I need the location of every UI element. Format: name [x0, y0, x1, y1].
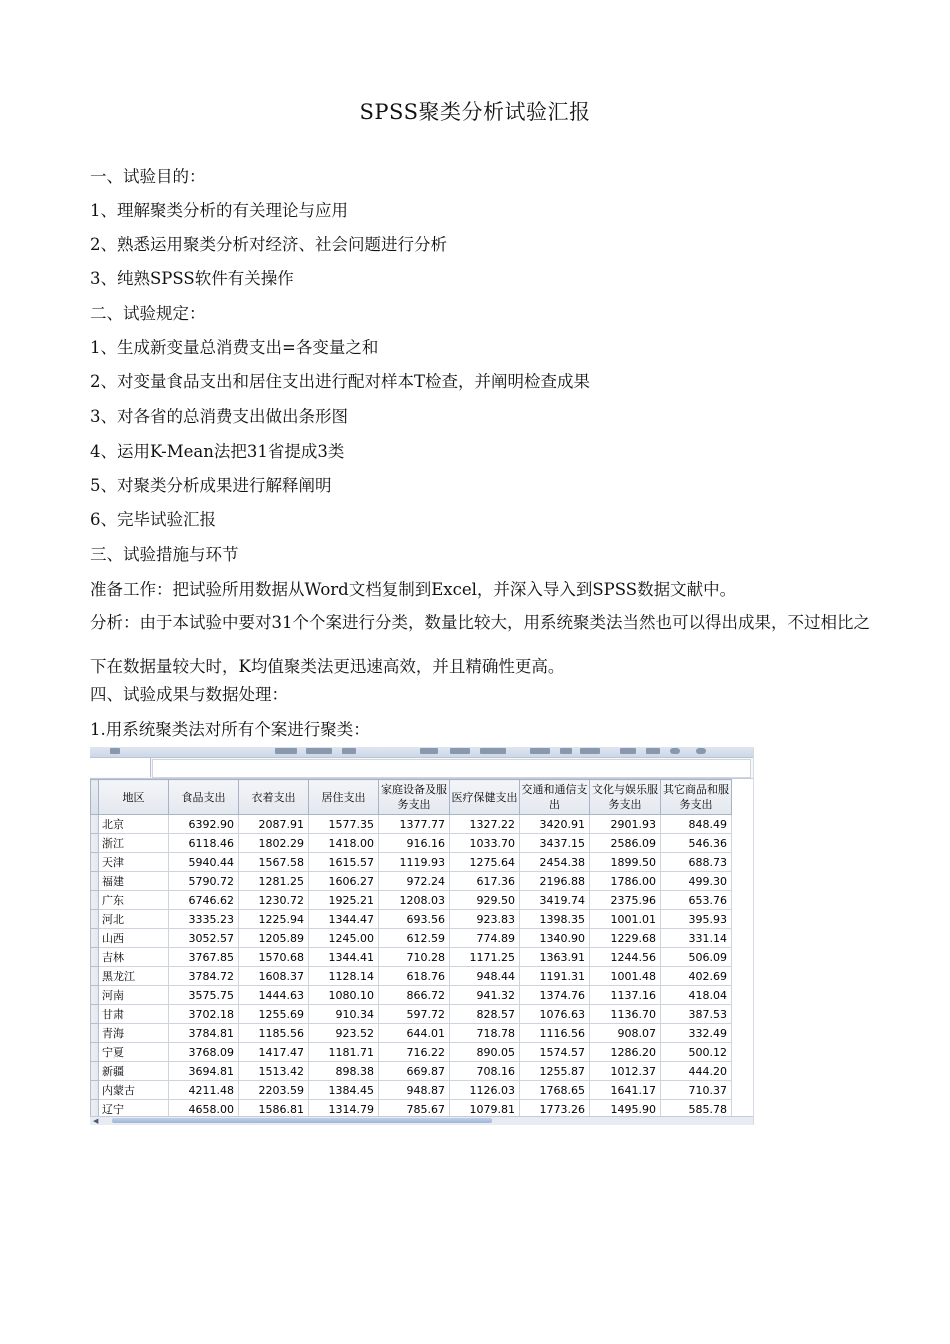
data-cell[interactable]: 948.87 [379, 1081, 450, 1100]
region-cell[interactable]: 内蒙古 [99, 1081, 169, 1100]
region-cell[interactable]: 河北 [99, 910, 169, 929]
data-cell[interactable]: 1340.90 [520, 929, 590, 948]
column-header-clothing[interactable]: 衣着支出 [239, 780, 309, 815]
data-cell[interactable]: 6392.90 [169, 815, 239, 834]
data-cell[interactable]: 972.24 [379, 872, 450, 891]
data-cell[interactable]: 1255.87 [520, 1062, 590, 1081]
data-cell[interactable]: 923.52 [309, 1024, 379, 1043]
cell-value-editor[interactable] [152, 759, 751, 778]
data-cell[interactable]: 1344.41 [309, 948, 379, 967]
table-row [91, 872, 732, 891]
data-cell[interactable]: 3335.23 [169, 910, 239, 929]
section-heading-requirements: 二、试验规定： [90, 304, 206, 323]
data-cell[interactable]: 948.44 [450, 967, 520, 986]
data-cell[interactable]: 1418.00 [309, 834, 379, 853]
horizontal-scroll-thumb[interactable] [112, 1118, 492, 1123]
table-row [91, 1005, 732, 1024]
toolbar-button-icon[interactable] [620, 748, 636, 754]
data-cell[interactable]: 890.05 [450, 1043, 520, 1062]
region-cell[interactable]: 福建 [99, 872, 169, 891]
region-cell[interactable]: 天津 [99, 853, 169, 872]
row-header-cell[interactable] [91, 853, 99, 872]
data-cell[interactable]: 1281.25 [239, 872, 309, 891]
data-cell[interactable]: 923.83 [450, 910, 520, 929]
column-header-region[interactable]: 地区 [99, 780, 169, 815]
data-cell[interactable]: 1641.17 [590, 1081, 661, 1100]
data-cell[interactable]: 4211.48 [169, 1081, 239, 1100]
data-cell[interactable]: 1225.94 [239, 910, 309, 929]
data-cell[interactable]: 941.32 [450, 986, 520, 1005]
toolbar-button-icon[interactable] [560, 748, 572, 754]
requirement-item-2: 2、对变量食品支出和居住支出进行配对样本T检查，并阐明检查成果 [90, 372, 591, 391]
data-cell[interactable]: 929.50 [450, 891, 520, 910]
toolbar-button-icon[interactable] [342, 748, 356, 754]
data-cell[interactable]: 1398.35 [520, 910, 590, 929]
data-cell[interactable]: 1327.22 [450, 815, 520, 834]
data-cell[interactable]: 612.59 [379, 929, 450, 948]
table-row [91, 1081, 732, 1100]
data-cell[interactable]: 693.56 [379, 910, 450, 929]
data-cell[interactable]: 908.07 [590, 1024, 661, 1043]
data-cell[interactable]: 708.16 [450, 1062, 520, 1081]
data-cell[interactable]: 3784.72 [169, 967, 239, 986]
data-cell[interactable]: 1079.81 [450, 1100, 520, 1119]
section-heading-results: 四、试验成果与数据处理： [90, 685, 288, 704]
column-header-food[interactable]: 食品支出 [169, 780, 239, 815]
result-item-1: 1.用系统聚类法对所有个案进行聚类： [90, 720, 370, 739]
purpose-item-1: 1、理解聚类分析的有关理论与应用 [90, 201, 348, 220]
spss-toolbar [90, 747, 753, 758]
data-cell[interactable]: 866.72 [379, 986, 450, 1005]
data-cell[interactable]: 618.76 [379, 967, 450, 986]
data-cell[interactable]: 1137.16 [590, 986, 661, 1005]
data-cell[interactable]: 1208.03 [379, 891, 450, 910]
data-cell[interactable]: 1314.79 [309, 1100, 379, 1119]
region-cell[interactable]: 青海 [99, 1024, 169, 1043]
data-cell[interactable]: 1608.37 [239, 967, 309, 986]
data-cell[interactable]: 6118.46 [169, 834, 239, 853]
data-cell[interactable]: 774.89 [450, 929, 520, 948]
row-header-cell[interactable] [91, 910, 99, 929]
data-cell[interactable]: 916.16 [379, 834, 450, 853]
table-row [91, 948, 732, 967]
toolbar-button-icon[interactable] [480, 748, 506, 754]
table-row [91, 834, 732, 853]
data-cell[interactable]: 1802.29 [239, 834, 309, 853]
row-header-cell[interactable] [91, 1005, 99, 1024]
data-cell[interactable]: 1513.42 [239, 1062, 309, 1081]
data-cell[interactable]: 910.34 [309, 1005, 379, 1024]
table-row [91, 986, 732, 1005]
data-cell[interactable]: 1444.63 [239, 986, 309, 1005]
spss-data-grid [90, 779, 732, 1119]
data-cell[interactable]: 2375.96 [590, 891, 661, 910]
data-cell[interactable]: 500.12 [661, 1043, 732, 1062]
region-cell[interactable]: 河南 [99, 986, 169, 1005]
section-heading-methods: 三、试验措施与环节 [90, 545, 239, 564]
toolbar-button-icon[interactable] [670, 748, 680, 754]
table-row [91, 929, 732, 948]
region-cell[interactable]: 山西 [99, 929, 169, 948]
data-cell[interactable]: 718.78 [450, 1024, 520, 1043]
purpose-item-2: 2、熟悉运用聚类分析对经济、社会问题进行分析 [90, 235, 447, 254]
data-cell[interactable]: 1768.65 [520, 1081, 590, 1100]
document-title: SPSS聚类分析试验汇报 [359, 100, 591, 124]
data-cell[interactable]: 3694.81 [169, 1062, 239, 1081]
data-cell[interactable]: 3052.57 [169, 929, 239, 948]
data-cell[interactable]: 1033.70 [450, 834, 520, 853]
region-cell[interactable]: 甘肃 [99, 1005, 169, 1024]
table-row [91, 891, 732, 910]
data-cell[interactable]: 1181.71 [309, 1043, 379, 1062]
data-cell[interactable]: 1275.64 [450, 853, 520, 872]
data-cell[interactable]: 3419.74 [520, 891, 590, 910]
toolbar-button-icon[interactable] [306, 748, 332, 754]
data-cell[interactable]: 1205.89 [239, 929, 309, 948]
data-cell[interactable]: 331.14 [661, 929, 732, 948]
requirement-item-4: 4、运用K-Mean法把31省提成3类 [90, 442, 345, 461]
table-row [91, 853, 732, 872]
grid-corner-cell[interactable] [91, 780, 99, 815]
data-cell[interactable]: 418.04 [661, 986, 732, 1005]
scroll-left-arrow-icon[interactable]: ◀ [93, 1117, 99, 1125]
data-cell[interactable]: 2196.88 [520, 872, 590, 891]
spss-data-view-screenshot [90, 747, 754, 1125]
data-cell[interactable]: 1116.56 [520, 1024, 590, 1043]
data-cell[interactable]: 5790.72 [169, 872, 239, 891]
data-cell[interactable]: 1185.56 [239, 1024, 309, 1043]
data-cell[interactable]: 2087.91 [239, 815, 309, 834]
data-cell[interactable]: 3784.81 [169, 1024, 239, 1043]
data-cell[interactable]: 1615.57 [309, 853, 379, 872]
data-cell[interactable]: 898.38 [309, 1062, 379, 1081]
table-row [91, 1043, 732, 1062]
row-header-cell[interactable] [91, 1062, 99, 1081]
requirement-item-6: 6、完毕试验汇报 [90, 510, 216, 529]
table-row [91, 815, 732, 834]
data-cell[interactable]: 5940.44 [169, 853, 239, 872]
toolbar-button-icon[interactable] [450, 748, 470, 754]
data-cell[interactable]: 1230.72 [239, 891, 309, 910]
data-cell[interactable]: 1773.26 [520, 1100, 590, 1119]
data-cell[interactable]: 828.57 [450, 1005, 520, 1024]
data-cell[interactable]: 1286.20 [590, 1043, 661, 1062]
data-cell[interactable]: 1080.10 [309, 986, 379, 1005]
data-cell[interactable]: 2454.38 [520, 853, 590, 872]
toolbar-button-icon[interactable] [646, 748, 660, 754]
row-header-cell[interactable] [91, 967, 99, 986]
cell-reference-box[interactable] [90, 758, 151, 777]
data-cell[interactable]: 3575.75 [169, 986, 239, 1005]
column-header-household-equipment[interactable]: 家庭设备及服务支出 [379, 780, 450, 815]
requirement-item-5: 5、对聚类分析成果进行解释阐明 [90, 476, 332, 495]
row-header-cell[interactable] [91, 872, 99, 891]
region-cell[interactable]: 宁夏 [99, 1043, 169, 1062]
analysis-paragraph: 分析：由于本试验中要对31个个案进行分类，数量比较大，用系统聚类法当然也可以得出成果，不过相比之下在数据量较大时，K均值聚类法更迅速高效，并且精确性更高。 [90, 613, 870, 676]
data-cell[interactable]: 1119.93 [379, 853, 450, 872]
grid-header-row [91, 780, 732, 815]
table-row [91, 1024, 732, 1043]
data-cell[interactable]: 1786.00 [590, 872, 661, 891]
toolbar-button-icon[interactable] [696, 748, 706, 754]
preparation-paragraph: 准备工作：把试验所用数据从Word文档复制到Excel，并深入导入到SPSS数据文献中。 [90, 580, 737, 599]
table-row [91, 910, 732, 929]
data-cell[interactable]: 3767.85 [169, 948, 239, 967]
region-cell[interactable]: 辽宁 [99, 1100, 169, 1119]
data-cell[interactable]: 1574.57 [520, 1043, 590, 1062]
data-cell[interactable]: 1229.68 [590, 929, 661, 948]
data-cell[interactable]: 546.36 [661, 834, 732, 853]
data-cell[interactable]: 2586.09 [590, 834, 661, 853]
column-header-housing[interactable]: 居住支出 [309, 780, 379, 815]
data-cell[interactable]: 3437.15 [520, 834, 590, 853]
data-cell[interactable]: 3420.91 [520, 815, 590, 834]
data-cell[interactable]: 710.37 [661, 1081, 732, 1100]
data-cell[interactable]: 2901.93 [590, 815, 661, 834]
region-cell[interactable]: 新疆 [99, 1062, 169, 1081]
region-cell[interactable]: 浙江 [99, 834, 169, 853]
data-cell[interactable]: 3768.09 [169, 1043, 239, 1062]
row-header-cell[interactable] [91, 986, 99, 1005]
data-cell[interactable]: 3702.18 [169, 1005, 239, 1024]
data-cell[interactable]: 710.28 [379, 948, 450, 967]
data-cell[interactable]: 499.30 [661, 872, 732, 891]
toolbar-button-icon[interactable] [580, 748, 600, 754]
data-cell[interactable]: 332.49 [661, 1024, 732, 1043]
data-cell[interactable]: 395.93 [661, 910, 732, 929]
data-cell[interactable]: 1126.03 [450, 1081, 520, 1100]
data-cell[interactable]: 1245.00 [309, 929, 379, 948]
purpose-item-3: 3、纯熟SPSS软件有关操作 [90, 269, 294, 288]
data-cell[interactable]: 1606.27 [309, 872, 379, 891]
region-cell[interactable]: 北京 [99, 815, 169, 834]
data-cell[interactable]: 1577.35 [309, 815, 379, 834]
data-cell[interactable]: 1171.25 [450, 948, 520, 967]
toolbar-button-icon[interactable] [110, 748, 120, 754]
data-cell[interactable]: 506.09 [661, 948, 732, 967]
data-cell[interactable]: 1001.01 [590, 910, 661, 929]
requirement-item-1: 1、生成新变量总消费支出=各变量之和 [90, 338, 379, 357]
section-heading-purpose: 一、试验目的： [90, 167, 206, 186]
region-cell[interactable]: 黑龙江 [99, 967, 169, 986]
data-cell[interactable]: 1363.91 [520, 948, 590, 967]
data-cell[interactable]: 1570.68 [239, 948, 309, 967]
table-row [91, 1062, 732, 1081]
row-header-cell[interactable] [91, 834, 99, 853]
toolbar-button-icon[interactable] [275, 748, 297, 754]
data-cell[interactable]: 1925.21 [309, 891, 379, 910]
row-header-cell[interactable] [91, 929, 99, 948]
data-cell[interactable]: 387.53 [661, 1005, 732, 1024]
row-header-cell[interactable] [91, 891, 99, 910]
horizontal-scrollbar[interactable] [90, 1116, 753, 1125]
data-cell[interactable]: 1567.58 [239, 853, 309, 872]
data-cell[interactable]: 1136.70 [590, 1005, 661, 1024]
column-header-culture-entertainment[interactable]: 文化与娱乐服务支出 [590, 780, 661, 815]
row-header-cell[interactable] [91, 1043, 99, 1062]
data-cell[interactable]: 1899.50 [590, 853, 661, 872]
data-cell[interactable]: 1586.81 [239, 1100, 309, 1119]
data-cell[interactable]: 1191.31 [520, 967, 590, 986]
data-cell[interactable]: 444.20 [661, 1062, 732, 1081]
data-cell[interactable]: 1377.77 [379, 815, 450, 834]
column-header-transport-communication[interactable]: 交通和通信支出 [520, 780, 590, 815]
row-header-cell[interactable] [91, 1081, 99, 1100]
data-cell[interactable]: 617.36 [450, 872, 520, 891]
row-header-cell[interactable] [91, 815, 99, 834]
row-header-cell[interactable] [91, 1024, 99, 1043]
region-cell[interactable]: 吉林 [99, 948, 169, 967]
data-cell[interactable]: 653.76 [661, 891, 732, 910]
data-cell[interactable]: 688.73 [661, 853, 732, 872]
toolbar-button-icon[interactable] [530, 748, 550, 754]
data-cell[interactable]: 1344.47 [309, 910, 379, 929]
cell-editor-bar [90, 758, 753, 779]
data-cell[interactable]: 1012.37 [590, 1062, 661, 1081]
row-header-cell[interactable] [91, 948, 99, 967]
column-header-healthcare[interactable]: 医疗保健支出 [450, 780, 520, 815]
data-cell[interactable]: 1128.14 [309, 967, 379, 986]
data-cell[interactable]: 585.78 [661, 1100, 732, 1119]
data-cell[interactable]: 785.67 [379, 1100, 450, 1119]
data-cell[interactable]: 402.69 [661, 967, 732, 986]
data-cell[interactable]: 1495.90 [590, 1100, 661, 1119]
table-row [91, 967, 732, 986]
data-cell[interactable]: 1001.48 [590, 967, 661, 986]
data-cell[interactable]: 644.01 [379, 1024, 450, 1043]
toolbar-button-icon[interactable] [420, 748, 438, 754]
data-cell[interactable]: 716.22 [379, 1043, 450, 1062]
region-cell[interactable]: 广东 [99, 891, 169, 910]
column-header-other-goods[interactable]: 其它商品和服务支出 [661, 780, 732, 815]
data-cell[interactable]: 1076.63 [520, 1005, 590, 1024]
requirement-item-3: 3、对各省的总消费支出做出条形图 [90, 407, 348, 426]
data-cell[interactable]: 1384.45 [309, 1081, 379, 1100]
data-cell[interactable]: 2203.59 [239, 1081, 309, 1100]
data-cell[interactable]: 4658.00 [169, 1100, 239, 1119]
data-cell[interactable]: 1244.56 [590, 948, 661, 967]
data-cell[interactable]: 848.49 [661, 815, 732, 834]
data-cell[interactable]: 1374.76 [520, 986, 590, 1005]
data-cell[interactable]: 1255.69 [239, 1005, 309, 1024]
data-cell[interactable]: 6746.62 [169, 891, 239, 910]
data-cell[interactable]: 597.72 [379, 1005, 450, 1024]
data-cell[interactable]: 1417.47 [239, 1043, 309, 1062]
grid-body [91, 815, 732, 1119]
data-cell[interactable]: 669.87 [379, 1062, 450, 1081]
